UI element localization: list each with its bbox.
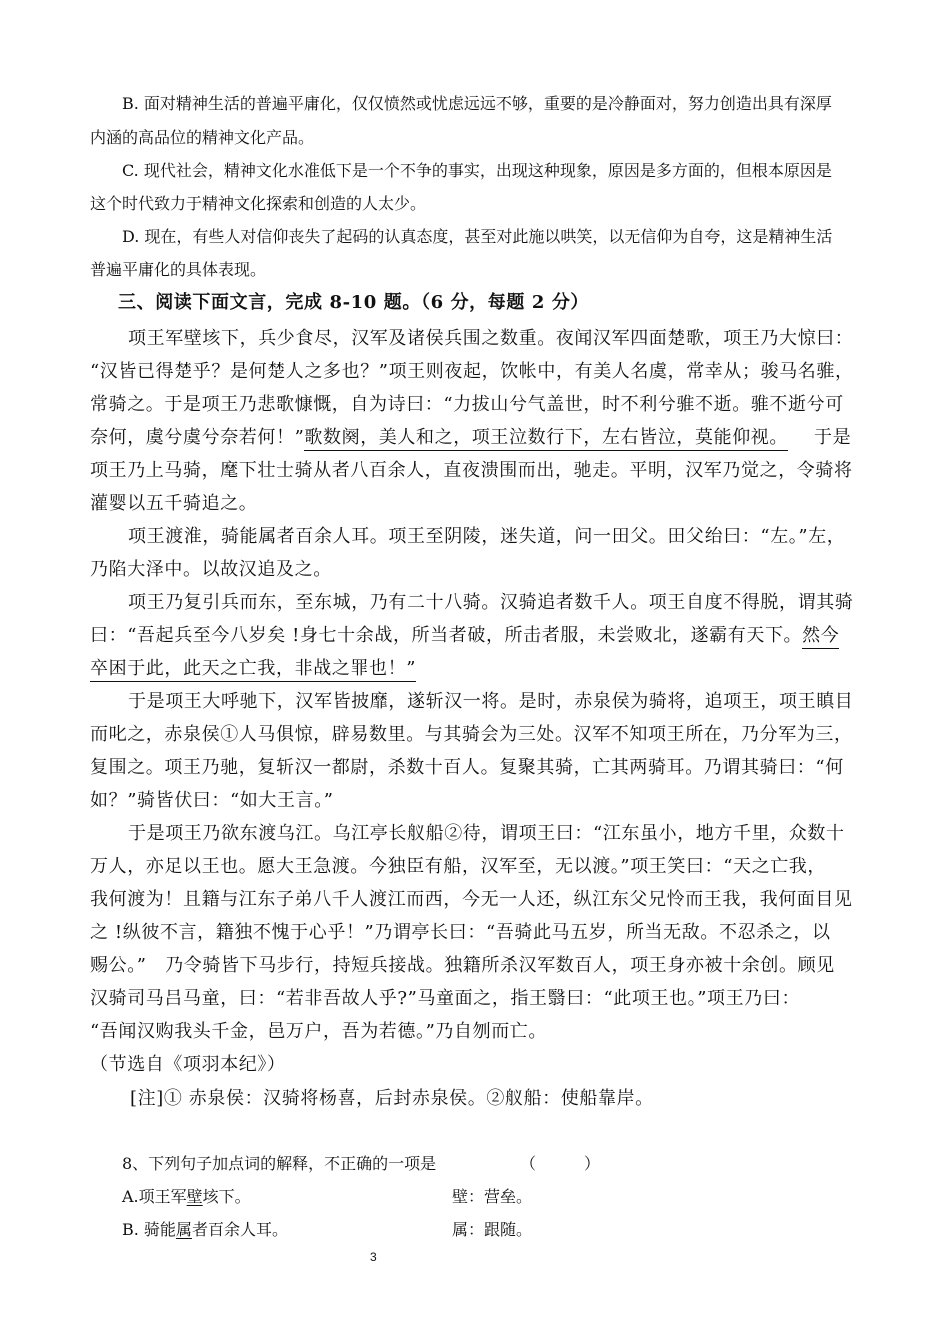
passage-line: 项王军壁垓下，兵少食尽，汉军及诸侯兵围之数重。夜闻汉军四面楚歌，项王乃大惊曰：: [128, 328, 854, 349]
passage-line: 项王乃上马骑，麾下壮士骑从者八百余人，直夜溃围而出，驰走。平明，汉军乃觉之，令骑将: [90, 460, 853, 481]
question-8-option-b-explanation: 属：跟随。: [452, 1220, 533, 1239]
passage-note: [注]① 赤泉侯：汉骑将杨喜，后封赤泉侯。②舣船：使船靠岸。: [130, 1088, 654, 1109]
passage-line: 我何渡为！且籍与江东子弟八千人渡江而西，今无一人还，纵江东父兄怜而王我，我何面目见: [90, 889, 853, 910]
option-b-line2: 内涵的高品位的精神文化产品。: [90, 128, 315, 147]
passage-line: 如？”骑皆伏曰：“如大王言。”: [90, 790, 334, 811]
passage-line: 灌婴以五千骑追之。: [90, 493, 258, 514]
passage-line: 项王乃复引兵而东，至东城，乃有二十八骑。汉骑追者数千人。项王自度不得脱，谓其骑: [128, 592, 854, 613]
passage-line: 赐公。” 乃令骑皆下马步行，持短兵接战。独籍所杀汉军数百人，项王身亦被十余创。顾见: [90, 955, 835, 976]
dotted-word: 壁: [186, 1187, 203, 1206]
option-text: A.项王军: [122, 1187, 187, 1206]
dotted-word: 属: [175, 1220, 192, 1239]
option-c-line1: C. 现代社会，精神文化水准低下是一个不争的事实，出现这种现象，原因是多方面的，但根本原因是: [122, 161, 832, 180]
passage-line: 于是项王大呼驰下，汉军皆披靡，遂斩汉一将。是时，赤泉侯为骑将，追项王，项王瞋目: [128, 691, 854, 712]
underlined-sentence: 歌数阕，美人和之，项王泣数行下，左右皆泣，莫能仰视。: [304, 427, 788, 451]
passage-line: 项王渡淮，骑能属者百余人耳。项王至阴陵，迷失道，问一田父。田父绐曰：“左。”左，: [128, 526, 846, 547]
passage-line: 常骑之。于是项王乃悲歌慷慨，自为诗曰：“力拔山兮气盖世，时不利兮骓不逝。骓不逝兮可: [90, 394, 844, 415]
section-3-heading: 三、阅读下面文言，完成 8-10 题。（6 分，每题 2 分）: [118, 292, 590, 313]
underlined-sentence: 然今: [802, 625, 839, 649]
passage-line: [90, 660, 416, 678]
question-8-option-a: [122, 1189, 251, 1205]
question-8-stem: 8、下列句子加点词的解释，不正确的一项是: [122, 1154, 437, 1173]
passage-line: 之 !纵彼不言，籍独不愧于心乎！”乃谓亭长曰：“吾骑此马五岁，所当无敌。不忍杀之，以: [90, 922, 831, 943]
passage-line: “吾闻汉购我头千金，邑万户，吾为若德。”乃自刎而亡。: [90, 1021, 548, 1042]
option-d-line1: D. 现在，有些人对信仰丧失了起码的认真态度，甚至对此施以哄笑，以无信仰为自夸，这是精神生活: [122, 227, 833, 246]
question-8-answer-blank: （ ）: [520, 1154, 601, 1173]
passage-text: 奈何，虞兮虞兮奈若何！”: [90, 427, 305, 448]
option-d-line2: 普遍平庸化的具体表现。: [90, 260, 267, 279]
passage-line: 而叱之，赤泉侯①人马俱惊，辟易数里。与其骑会为三处。汉军不知项王所在，乃分军为三，: [90, 724, 853, 745]
passage-line: 万人，亦足以王也。愿大王急渡。今独臣有船，汉军至，无以渡。”项王笑曰：“天之亡我，: [90, 856, 826, 877]
passage-line: [90, 429, 851, 447]
option-b-line1: B. 面对精神生活的普遍平庸化，仅仅愤然或忧虑远远不够，重要的是冷静面对，努力创造出具有深厚: [122, 94, 832, 113]
passage-line: [90, 627, 839, 645]
passage-line: 汉骑司马吕马童，曰：“若非吾故人乎?”马童面之，指王翳曰：“此项王也。”项王乃曰：: [90, 988, 801, 1009]
option-text: B. 骑能: [122, 1220, 176, 1239]
option-c-line2: 这个时代致力于精神文化探索和创造的人太少。: [90, 194, 427, 213]
question-8-option-a-explanation: 壁：营垒。: [452, 1187, 533, 1206]
passage-text: 于是: [814, 427, 852, 448]
passage-line: “汉皆已得楚乎？是何楚人之多也？”项王则夜起，饮帐中，有美人名虞，常幸从；骏马名骓，: [90, 361, 854, 382]
passage-text: 曰：“吾起兵至今八岁矣 !身七十余战，所当者破，所击者服，未尝败北，遂霸有天下。: [90, 625, 803, 646]
passage-source: （节选自《项羽本纪》）: [90, 1054, 286, 1075]
option-text: 垓下。: [202, 1187, 251, 1206]
underlined-sentence: 卒困于此，此天之亡我，非战之罪也！”: [90, 658, 416, 682]
question-8-option-b: [122, 1222, 288, 1238]
page-number: 3: [370, 1250, 377, 1264]
option-text: 者百余人耳。: [191, 1220, 288, 1239]
passage-line: 于是项王乃欲东渡乌江。乌江亭长舣船②待，谓项王曰：“江东虽小，地方千里，众数十: [128, 823, 845, 844]
passage-line: 复围之。项王乃驰，复斩汉一都尉，杀数十百人。复聚其骑，亡其两骑耳。乃谓其骑曰：“何: [90, 757, 844, 778]
passage-line: 乃陷大泽中。以故汉追及之。: [90, 559, 332, 580]
